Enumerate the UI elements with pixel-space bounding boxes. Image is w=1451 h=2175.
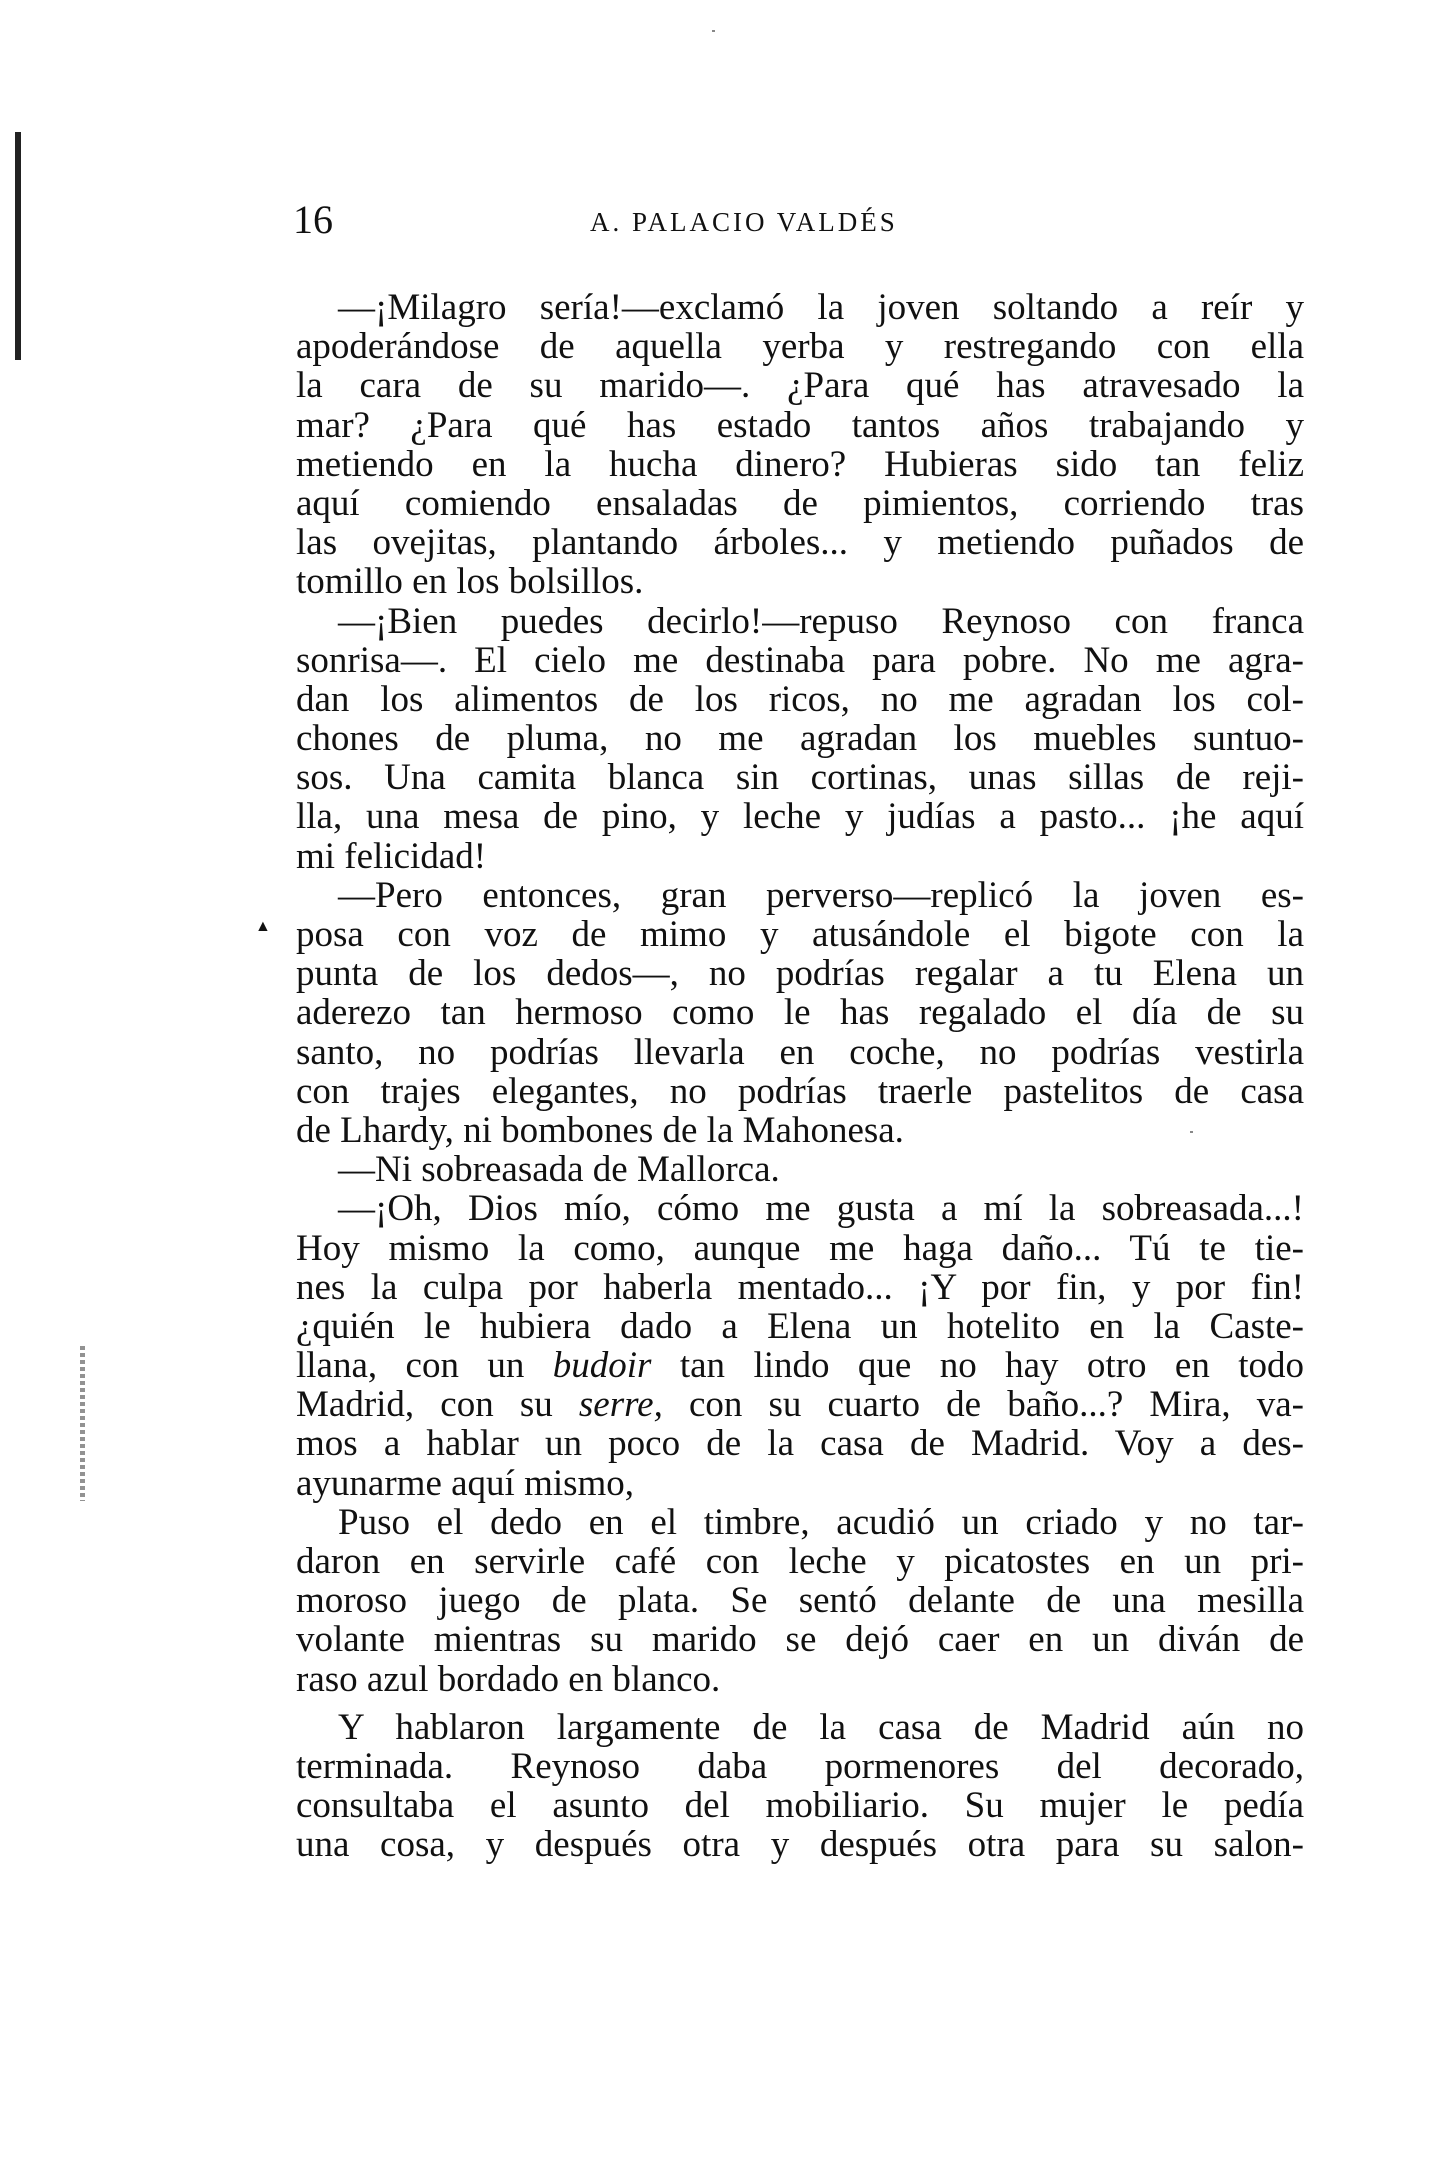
text-line xyxy=(296,366,1304,405)
text-segment: metiendo en la hucha dinero? Hubieras sido tan feliz xyxy=(296,443,1304,485)
text-segment: dan los alimentos de los ricos, no me agradan los col- xyxy=(296,678,1304,720)
paragraph xyxy=(296,1708,1304,1865)
text-segment: de Lhardy, ni bombones de la Mahonesa. xyxy=(296,1109,904,1151)
text-line xyxy=(296,993,1304,1032)
text-line xyxy=(296,1346,1304,1385)
text-segment: consultaba el asunto del mobiliario. Su mujer le pedía xyxy=(296,1785,1304,1827)
text-segment: ayunarme aquí mismo, xyxy=(296,1462,635,1504)
text-segment: las ovejitas, plantando árboles... y metiendo puñados de xyxy=(296,522,1304,564)
paragraph xyxy=(296,1150,1304,1189)
text-line xyxy=(296,1708,1304,1747)
text-line xyxy=(296,1581,1304,1620)
text-segment: Hoy mismo la como, aunque me haga daño... Tú te tie- xyxy=(296,1227,1304,1269)
paragraph xyxy=(296,1503,1304,1699)
text-segment: mar? ¿Para qué has estado tantos años trabajando y xyxy=(296,404,1304,446)
text-line xyxy=(296,758,1304,797)
paragraph xyxy=(296,1189,1304,1503)
paragraph xyxy=(296,876,1304,1150)
text-segment: tomillo en los bolsillos. xyxy=(296,561,644,603)
text-segment: una cosa, y después otra y después otra para su salon- xyxy=(296,1824,1304,1866)
text-segment: con trajes elegantes, no podrías traerle pastelitos de casa xyxy=(296,1070,1304,1112)
text-segment: —¡Bien puedes decirlo!—repuso Reynoso con franca xyxy=(338,600,1304,642)
text-line xyxy=(296,327,1304,366)
text-line xyxy=(296,1072,1304,1111)
text-line xyxy=(296,602,1304,641)
text-line xyxy=(296,1747,1304,1786)
text-segment: sos. Una camita blanca sin cortinas, unas sillas de reji- xyxy=(296,757,1304,799)
paragraph xyxy=(296,602,1304,876)
scan-dot xyxy=(712,30,715,32)
text-line xyxy=(296,1033,1304,1072)
text-line xyxy=(296,562,1304,601)
text-segment: con su cuarto de baño...? Mira, va- xyxy=(662,1384,1304,1426)
text-line xyxy=(296,1660,1304,1699)
text-segment: nes la culpa por haberla mentado... ¡Y por fin, y por fin! xyxy=(296,1266,1304,1308)
text-segment: Y hablaron largamente de la casa de Madrid aún no xyxy=(338,1706,1304,1748)
text-line xyxy=(296,641,1304,680)
text-segment: raso azul bordado en blanco. xyxy=(296,1658,721,1700)
text-segment: —¡Milagro sería!—exclamó la joven soltando a reír y xyxy=(338,287,1304,328)
text-line xyxy=(296,1542,1304,1581)
margin-scan-mark xyxy=(15,132,21,360)
text-line xyxy=(296,719,1304,758)
text-segment: tan lindo que no hay otro en todo xyxy=(651,1345,1304,1387)
text-segment: aderezo tan hermoso como le has regalado el día de su xyxy=(296,992,1304,1034)
text-line xyxy=(296,797,1304,836)
text-segment: punta de los dedos—, no podrías regalar a tu Elena un xyxy=(296,953,1304,995)
text-segment: Madrid, con su xyxy=(296,1384,579,1426)
text-line xyxy=(296,1385,1304,1424)
text-line xyxy=(296,876,1304,915)
text-segment: —Ni sobreasada de Mallorca. xyxy=(338,1149,780,1191)
text-segment: ¿quién le hubiera dado a Elena un hotelito en la Caste- xyxy=(296,1305,1304,1347)
text-line xyxy=(296,406,1304,445)
text-segment: lla, una mesa de pino, y leche y judías a pasto... ¡he aquí xyxy=(296,796,1304,838)
italic-word: budoir xyxy=(552,1345,652,1387)
text-segment: moroso juego de plata. Se sentó delante de una mesilla xyxy=(296,1580,1304,1622)
text-line xyxy=(296,288,1304,327)
text-line xyxy=(296,1150,1304,1189)
text-segment: apoderándose de aquella yerba y restregando con ella xyxy=(296,326,1304,368)
text-line xyxy=(296,1825,1304,1864)
text-segment: —¡Oh, Dios mío, cómo me gusta a mí la sobreasada...! xyxy=(338,1188,1304,1230)
text-segment: chones de pluma, no me agradan los muebles suntuo- xyxy=(296,718,1304,760)
text-segment: aquí comiendo ensaladas de pimientos, corriendo tras xyxy=(296,482,1304,524)
text-segment: mos a hablar un poco de la casa de Madrid. Voy a des- xyxy=(296,1423,1304,1465)
text-line xyxy=(296,954,1304,993)
text-segment: mi felicidad! xyxy=(296,835,487,877)
text-line xyxy=(296,915,1304,954)
text-segment: la cara de su marido—. ¿Para qué has atravesado la xyxy=(296,365,1304,407)
text-line xyxy=(296,1424,1304,1463)
text-segment: Puso el dedo en el timbre, acudió un criado y no tar- xyxy=(338,1501,1304,1543)
text-segment: santo, no podrías llevarla en coche, no podrías vestirla xyxy=(296,1031,1304,1073)
text-line xyxy=(296,1464,1304,1503)
text-segment: llana, con un xyxy=(296,1345,553,1387)
text-line xyxy=(296,523,1304,562)
text-line xyxy=(296,445,1304,484)
margin-star-mark: ▲ xyxy=(255,918,271,935)
text-line xyxy=(296,1786,1304,1825)
margin-scan-speckle xyxy=(80,1346,85,1501)
paragraph xyxy=(296,288,1304,602)
text-line xyxy=(296,484,1304,523)
text-line xyxy=(296,1189,1304,1228)
text-line xyxy=(296,1503,1304,1542)
text-segment: posa con voz de mimo y atusándole el bigote con la xyxy=(296,914,1304,955)
text-segment: terminada. Reynoso daba pormenores del decorado, xyxy=(296,1745,1304,1787)
running-head: A. PALACIO VALDÉS xyxy=(590,207,898,237)
text-segment: daron en servirle café con leche y picatostes en un pri- xyxy=(296,1541,1304,1582)
text-segment: volante mientras su marido se dejó caer en un diván de xyxy=(296,1619,1304,1661)
text-segment: sonrisa—. El cielo me destinaba para pobre. No me agra- xyxy=(296,639,1304,681)
text-line xyxy=(296,837,1304,876)
text-line xyxy=(296,1307,1304,1346)
text-line xyxy=(296,680,1304,719)
italic-word: serre, xyxy=(578,1384,663,1426)
body-text xyxy=(296,288,1304,1865)
text-line xyxy=(296,1620,1304,1659)
page-number: 16 xyxy=(293,197,333,242)
text-segment: —Pero entonces, gran perverso—replicó la joven es- xyxy=(338,874,1304,916)
text-line xyxy=(296,1111,1304,1150)
text-line xyxy=(296,1229,1304,1268)
text-line xyxy=(296,1268,1304,1307)
